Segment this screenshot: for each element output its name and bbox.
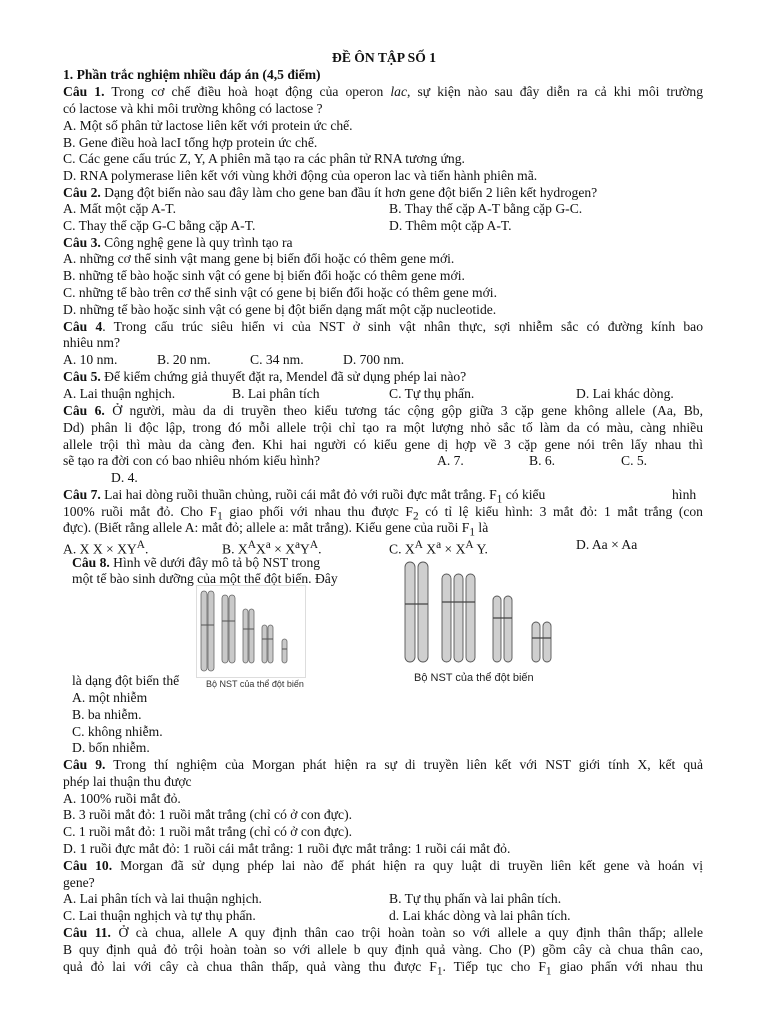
q7-option-c: C. $X^A$ $X^a \times X^A$ Y. [389,539,488,557]
q6-option-d: D. 4. [111,470,138,485]
q3-option-b: B. những tế bào hoặc sinh vật có gene bị biến đổi hoặc có thêm gene mới. [63,268,465,283]
chromosome [504,596,512,662]
q6-option-c: C. 5. [621,453,648,468]
q9-option-a: A. 100% ruồi mắt đỏ. [63,791,181,806]
q7-option-a: A. X $X \times XY^A$. [63,539,149,557]
chromosome [454,574,463,662]
q9-stem-line1: Câu 9. Trong thí nghiệm của Morgan phát hiện ra sự di truyền liên kết với NST giới tính X, kết quả [63,757,703,772]
chromosome [208,591,214,671]
q8-option-c: C. không nhiễm. [72,724,163,739]
q6-option-a: A. 7. [437,453,464,468]
q10-option-a: A. Lai phân tích và lai thuận nghịch. [63,891,262,906]
q9-option-d: D. 1 ruồi đực mắt đỏ: 1 ruồi cái mắt trắng: 1 ruồi đực mắt trắng: 1 ruồi cái mắt đỏ. [63,841,511,856]
chromosome [532,622,540,662]
q5-option-a: A. Lai thuận nghịch. [63,386,176,401]
q10-stem-line1: Câu 10. Morgan đã sử dụng phép lai nào để phát hiện ra quy luật di truyền liên kết gene và hoán vị [63,858,703,873]
chromosome [493,596,501,662]
q8-option-b: B. ba nhiễm. [72,707,142,722]
q1-stem-line2: có lactose và khi môi trường không có lactose ? [63,101,323,116]
chromosome [268,625,273,663]
q11-stem-line2: B quy định quả đỏ trội hoàn toàn so với allele b quy định quả vàng. Cho (P) gồm cây cà chua thân cao, [63,942,703,957]
q2-stem: Câu 2. Dạng đột biến nào sau đây làm cho gene ban đầu ít hơn gene đột biến 2 liên kết hydrogen? [63,185,598,200]
page-title: ĐỀ ÔN TẬP SỐ 1 [332,50,436,65]
chromosome [543,622,551,662]
q3-option-c: C. những tế bào trên cơ thể sinh vật có gene bị biến đổi hoặc có thêm gene mới. [63,285,497,300]
q10-option-c: C. Lai thuận nghịch và tự thụ phấn. [63,908,256,923]
chromosome [243,609,248,663]
q4-option-b: B. 20 nm. [157,352,211,367]
section-heading: 1. Phần trắc nghiệm nhiều đáp án (4,5 điểm) [63,67,321,82]
chromosome [222,595,228,663]
q4-option-a: A. 10 nm. [63,352,118,367]
q3-option-d: D. những tế bào hoặc sinh vật có gene bị đột biến dạng mất một cặp nucleotide. [63,302,497,317]
q6-stem-line4: sẽ tạo ra đời con có bao nhiêu nhóm kiểu hình? [63,453,321,468]
q1-option-b: B. Gene điều hoà lacI tổng hợp protein ức chế. [63,135,318,150]
q1-option-c: C. Các gene cấu trúc Z, Y, A phiên mã tạo ra các phân tử RNA tương ứng. [63,151,465,166]
q10-option-d: d. Lai khác dòng và lai phân tích. [389,908,571,923]
q7-option-d: D. Aa × Aa [576,537,638,552]
karyotype-figure-small [196,585,306,678]
q7-stem-line1: Câu 7. Lai hai dòng ruồi thuần chủng, ruồi cái mắt đỏ với ruồi đực mắt trắng. $F_1$ có kiểu [63,487,546,506]
q6-stem-line1: Câu 6. Ở người, màu da di truyền theo kiểu tương tác cộng gộp giữa 3 cặp gene không allele (Aa, Bb, [63,403,703,418]
q7-stem-line1-end: hình [672,487,697,502]
q10-option-b: B. Tự thụ phấn và lai phân tích. [389,891,562,906]
q2-option-a: A. Mất một cặp A-T. [63,201,177,216]
q1-label: Câu 1. [63,84,105,99]
q8-stem-line1: Câu 8. Hình vẽ dưới đây mô tả bộ NST trong [72,555,321,570]
q1-option-a: A. Một số phân tử lactose liên kết với protein ức chế. [63,118,353,133]
q6-option-b: B. 6. [529,453,556,468]
chromosome [418,562,428,662]
q8-option-a: A. một nhiễm [72,690,148,705]
q5-option-b: B. Lai phân tích [232,386,320,401]
q11-stem-line3: quả đỏ lai với cây cà chua thân thấp, quả vàng thu được $F_1$. Tiếp tục cho $F_1$ giao phấn với nhau thu [63,959,703,978]
q4-stem-line2: nhiêu nm? [63,335,121,350]
chromosome [262,625,267,663]
q6-stem-line2: Dd) phân li độc lập, trong đó mỗi allele trội chỉ tạo ra một lượng nhỏ sắc tố làm da có màu, càng nhiều [63,420,703,435]
q4-option-d: D. 700 nm. [343,352,405,367]
q7-stem-line2: 100% ruồi mắt đỏ. Cho $F_1$ giao phối với nhau thu được $F_2$ có tỉ lệ kiểu hình: 3 mắt đỏ: 1 mắt trắng (con [63,504,703,523]
chromosome [249,609,254,663]
q5-option-c: C. Tự thụ phấn. [389,386,475,401]
q3-stem: Câu 3. Công nghệ gene là quy trình tạo ra [63,235,293,250]
q7-stem-line3: đực). (Biết rằng allele A: mắt đỏ; allele a: mắt trắng). Kiểu gene của ruồi $F_1$ là [63,520,489,539]
chromosome [442,574,451,662]
figure-small-caption: Bộ NST của thể đột biến [206,679,304,689]
q9-option-b: B. 3 ruồi mắt đỏ: 1 ruồi mắt trắng (chỉ có ở con đực). [63,807,353,822]
q1-stem-line1: Câu 1. Trong cơ chế điều hoà hoạt động của operon lac, sự kiện nào sau đây diễn ra cả khi môi trường [63,84,703,99]
q1-option-d: D. RNA polymerase liên kết với vùng khởi động của operon lac và tiến hành phiên mã. [63,168,538,183]
q5-stem: Câu 5. Để kiểm chứng giả thuyết đặt ra, Mendel đã sử dụng phép lai nào? [63,369,467,384]
q7-option-b: B. $X^AX^a \times X^aY^A$. [222,539,322,557]
chromosome [466,574,475,662]
chromosome [282,639,287,663]
figure-large-caption: Bộ NST của thể đột biến [414,672,534,684]
chromosome [229,595,235,663]
q3-option-a: A. những cơ thể sinh vật mang gene bị biến đổi hoặc có thêm gene mới. [63,251,455,266]
q4-stem-line1: Câu 4. Trong cấu trúc siêu hiển vi của NST ở sinh vật nhân thực, sợi nhiễm sắc có đường kính bao [63,319,704,334]
q2-option-b: B. Thay thế cặp A-T bằng cặp G-C. [389,201,583,216]
chromosome [201,591,207,671]
q2-option-c: C. Thay thế cặp G-C bằng cặp A-T. [63,218,256,233]
q9-stem-line2: phép lai thuận thu được [63,774,192,789]
q2-option-d: D. Thêm một cặp A-T. [389,218,512,233]
q8-stem-line2: một tế bào sinh dưỡng của một thể đột biến. Đây [72,571,338,586]
q5-option-d: D. Lai khác dòng. [576,386,674,401]
q8-option-d: D. bốn nhiễm. [72,740,150,755]
q8-stem-line3: là dạng đột biến thể [72,673,180,688]
karyotype-figure-large [400,556,570,668]
q10-stem-line2: gene? [63,875,95,890]
q4-option-c: C. 34 nm. [250,352,304,367]
chromosome [405,562,415,662]
q9-option-c: C. 1 ruồi mắt đỏ: 1 ruồi mắt trắng (chỉ có ở con đực). [63,824,353,839]
q6-stem-line3: allele trội thì màu da càng đen. Khi hai người có kiểu gene dị hợp về 3 cặp gene nói trên lấy nhau thì [63,437,703,452]
q11-stem-line1: Câu 11. Ở cà chua, allele A quy định thân cao trội hoàn toàn so với allele a quy định thân thấp; allele [63,925,703,940]
